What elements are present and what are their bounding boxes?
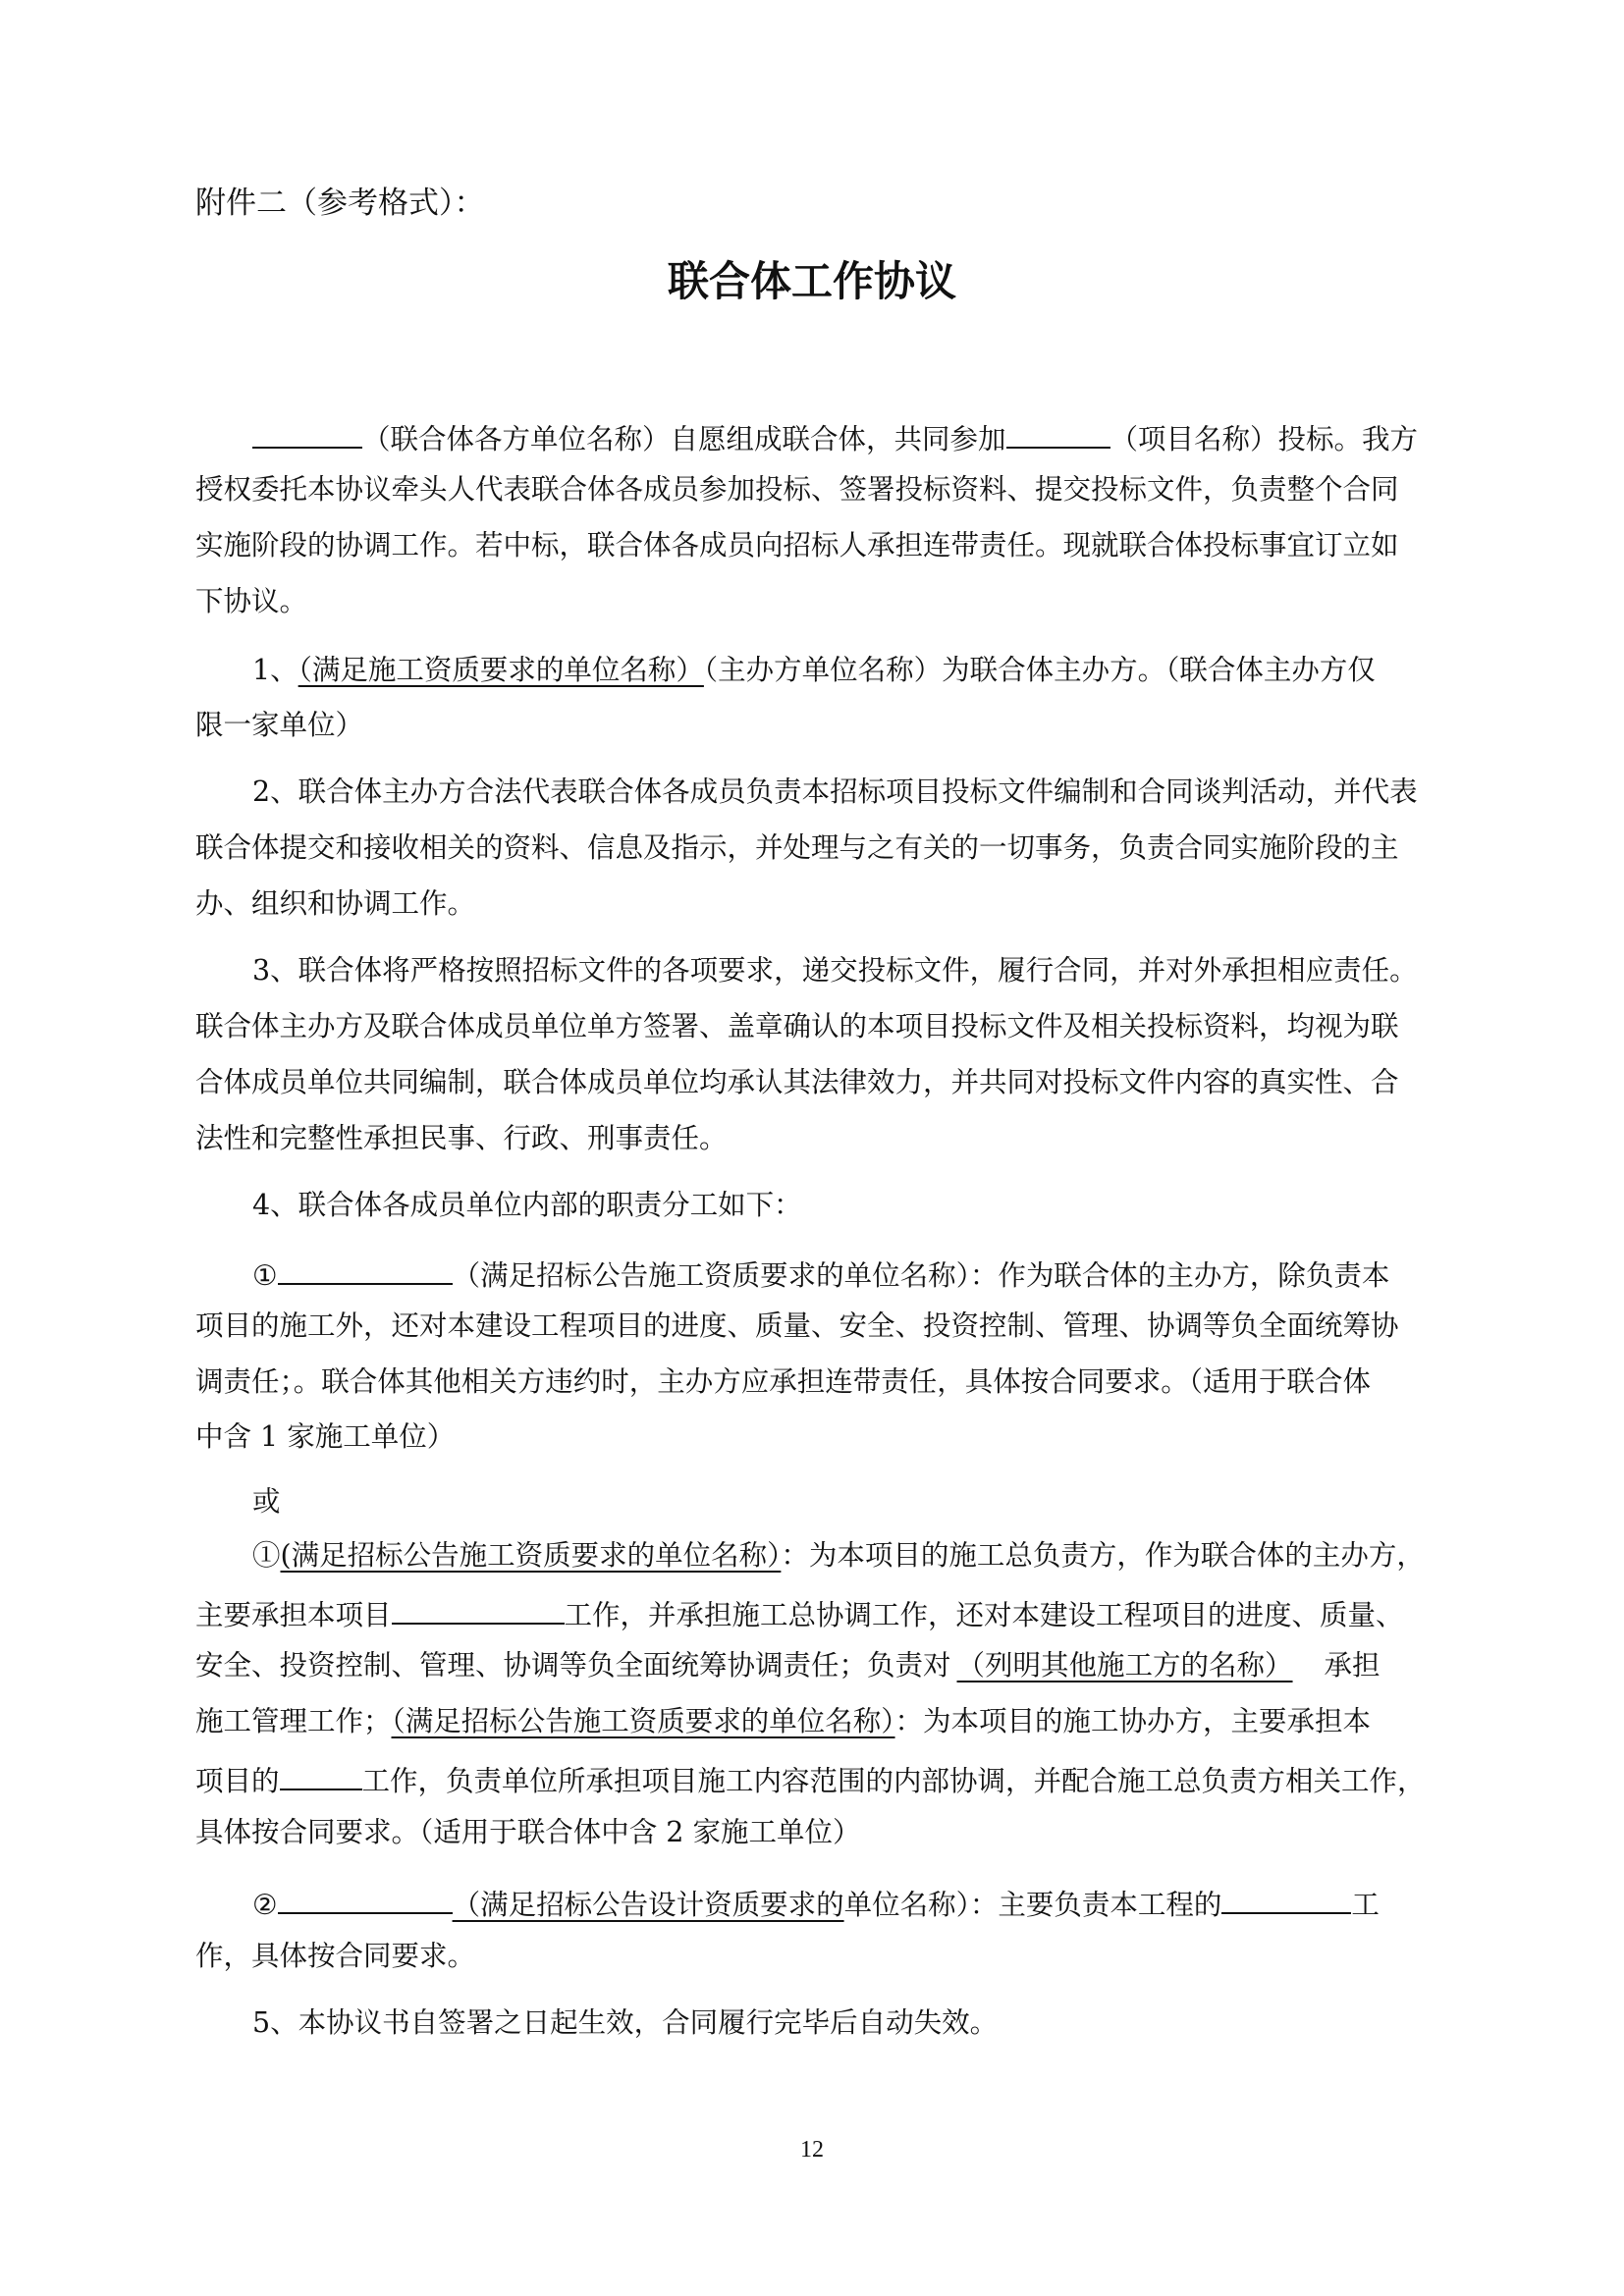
- blank-field[interactable]: [278, 1881, 453, 1914]
- item4-b-line-4: 施工管理工作；（满足招标公告施工资质要求的单位名称）：为本项目的施工协办方，主要承担本: [195, 1705, 1372, 1737]
- underlined-field: （满足招标公告设计资质要求的: [452, 1889, 844, 1921]
- document-title: 联合体工作协议: [667, 257, 956, 305]
- intro-line-3: 实施阶段的协调工作。若中标，联合体各成员向招标人承担连带责任。现就联合体投标事宜订立如: [195, 529, 1399, 561]
- attachment-label: 附件二（参考格式）：: [195, 186, 485, 221]
- item4-c-line-2: 作，具体按合同要求。: [195, 1940, 476, 1972]
- item4-a-line-2: 项目的施工外，还对本建设工程项目的进度、质量、安全、投资控制、管理、协调等负全面统筹协: [195, 1309, 1399, 1342]
- underlined-field: （满足施工资质要求的单位名称）: [298, 654, 704, 686]
- item4-a-line-1: ① （满足招标公告施工资质要求的单位名称）：作为联合体的主办方，除负责本: [252, 1252, 1389, 1296]
- underlined-field: （列明其他施工方的名称）: [956, 1649, 1293, 1682]
- blank-field[interactable]: [280, 1757, 362, 1790]
- item1-line-2: 限一家单位）: [195, 709, 364, 741]
- blank-field[interactable]: [392, 1591, 565, 1625]
- intro-line-2: 授权委托本协议牵头人代表联合体各成员参加投标、签署投标资料、提交投标文件，负责整个合同: [195, 473, 1399, 506]
- item4-b-line-1: ①(满足招标公告施工资质要求的单位名称）：为本项目的施工总负责方，作为联合体的主办方，: [252, 1539, 1425, 1572]
- item4-b-line-5: 项目的 工作，负责单位所承担项目施工内容范围的内部协调，并配合施工总负责方相关工作，: [195, 1757, 1426, 1801]
- item4-b-line-2: 主要承担本项目 工作，并承担施工总协调工作，还对本建设工程项目的进度、质量、: [195, 1591, 1404, 1635]
- item4-a-line-3: 调责任；。联合体其他相关方违约时，主办方应承担连带责任，具体按合同要求。（适用于联合体: [195, 1365, 1372, 1398]
- intro-line-4: 下协议。: [195, 585, 308, 617]
- page-number: 12: [800, 2137, 824, 2163]
- item4-heading: 4、联合体各成员单位内部的职责分工如下：: [252, 1189, 802, 1221]
- item3-line-1: 3、联合体将严格按照招标文件的各项要求，递交投标文件，履行合同，并对外承担相应责任。: [252, 954, 1418, 987]
- item3-line-4: 法性和完整性承担民事、行政、刑事责任。: [195, 1122, 728, 1154]
- item5-line: 5、本协议书自签署之日起生效，合同履行完毕后自动失效。: [252, 2006, 999, 2039]
- item3-line-3: 合体成员单位共同编制，联合体成员单位均承认其法律效力，并共同对投标文件内容的真实性、合: [195, 1066, 1399, 1098]
- item4-a-line-4: 中含 1 家施工单位）: [195, 1420, 456, 1453]
- item1-line-1: 1、（满足施工资质要求的单位名称）（主办方单位名称）为联合体主办方。（联合体主办方仅: [252, 654, 1376, 686]
- blank-field[interactable]: [252, 415, 362, 449]
- item4-b-line-6: 具体按合同要求。（适用于联合体中含 2 家施工单位）: [195, 1816, 861, 1848]
- blank-field[interactable]: [1006, 415, 1110, 449]
- underlined-field: (满足招标公告施工资质要求的单位名称）: [280, 1539, 782, 1572]
- blank-field[interactable]: [278, 1252, 453, 1285]
- item2-line-2: 联合体提交和接收相关的资料、信息及指示，并处理与之有关的一切事务，负责合同实施阶段的主: [195, 831, 1399, 864]
- item4-or: 或: [252, 1485, 281, 1518]
- blank-field[interactable]: [1221, 1881, 1351, 1914]
- underlined-field: （满足招标公告施工资质要求的单位名称）: [391, 1705, 895, 1737]
- item4-b-line-3: 安全、投资控制、管理、协调等负全面统筹协调责任；负责对 （列明其他施工方的名称） 承担: [195, 1649, 1380, 1682]
- intro-line-1: （联合体各方单位名称）自愿组成联合体，共同参加 （项目名称）投标。我方: [252, 415, 1418, 459]
- item2-line-1: 2、联合体主办方合法代表联合体各成员负责本招标项目投标文件编制和合同谈判活动，并代表: [252, 775, 1418, 808]
- item3-line-2: 联合体主办方及联合体成员单位单方签署、盖章确认的本项目投标文件及相关投标资料，均视为联: [195, 1010, 1399, 1042]
- item2-line-3: 办、组织和协调工作。: [195, 887, 476, 920]
- item4-c-line-1: ② （满足招标公告设计资质要求的单位名称）：主要负责本工程的 工: [252, 1881, 1380, 1925]
